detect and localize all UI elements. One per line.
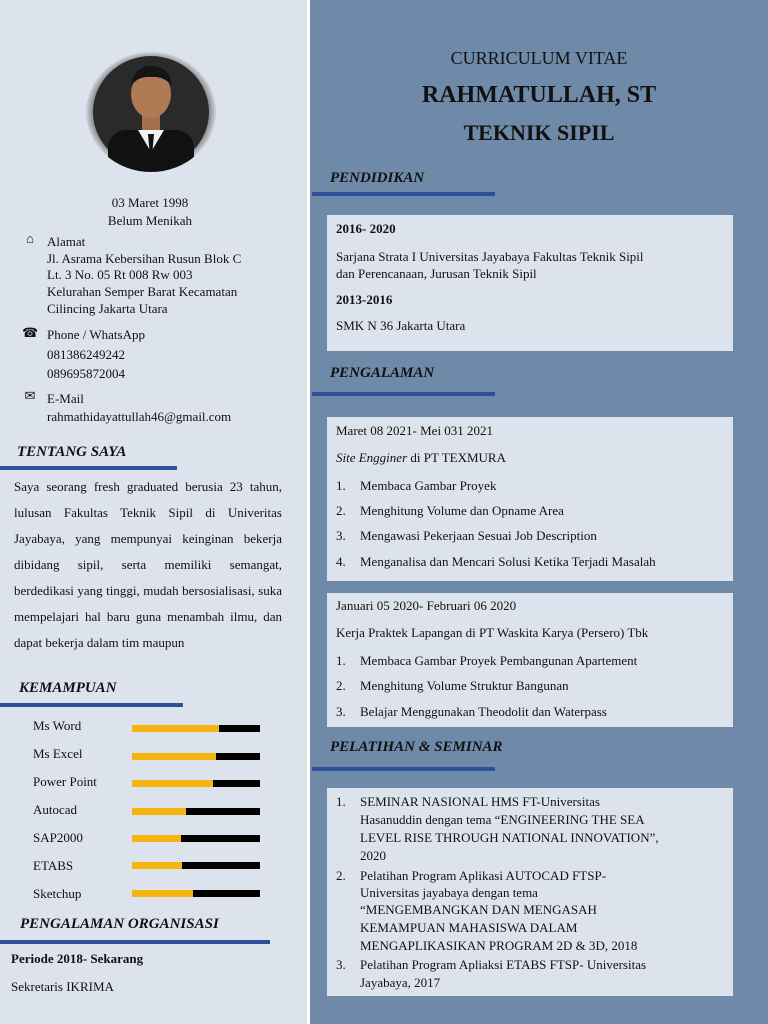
list-number: 2. (336, 868, 346, 883)
skill-bar (132, 862, 260, 869)
education-desc-2: SMK N 36 Jakarta Utara (336, 318, 466, 333)
person-major: TEKNIK SIPIL (463, 120, 615, 145)
training-1-line: SEMINAR NASIONAL HMS FT-Universitas (360, 794, 600, 809)
education-desc-1a: Sarjana Strata I Universitas Jayabaya Fakultas Teknik Sipil (336, 249, 644, 264)
training-1-line: LEVEL RISE THROUGH NATIONAL INNOVATION”, (360, 830, 659, 845)
experience-box-1 (327, 417, 733, 581)
organization-title: PENGALAMAN ORGANISASI (20, 916, 219, 932)
skill-name: Autocad (33, 802, 78, 817)
education-desc-1b: dan Perencanaan, Jurusan Teknik Sipil (336, 266, 537, 281)
training-2-line: Universitas jayabaya dengan tema (360, 885, 538, 900)
experience-underline (312, 392, 495, 396)
skills-title: KEMAMPUAN (19, 680, 117, 696)
skill-bar (132, 725, 260, 732)
list-number: 4. (336, 554, 346, 569)
skill-bar-fill (132, 780, 213, 787)
skill-name: Ms Word (33, 718, 82, 733)
education-title: PENDIDIKAN (330, 170, 425, 186)
training-box (327, 788, 733, 996)
mail-icon: ✉ (24, 388, 36, 403)
skill-bar (132, 890, 260, 897)
training-2-line: “MENGEMBANGKAN DAN MENGASAH (360, 902, 597, 917)
marital-status: Belum Menikah (107, 213, 193, 228)
skill-bar (132, 808, 260, 815)
phone-label: Phone / WhatsApp (47, 327, 145, 342)
training-title: PELATIHAN & SEMINAR (330, 739, 503, 755)
job-1-task: Menghitung Volume dan Opname Area (360, 503, 564, 518)
list-number: 2. (336, 503, 346, 518)
skill-name: Sketchup (33, 886, 82, 901)
training-underline (312, 767, 495, 771)
phone-icon: ☎ (22, 325, 39, 340)
training-1-line: 2020 (360, 848, 386, 863)
skill-bar-fill (132, 862, 182, 869)
skill-bar (132, 753, 260, 760)
education-box (327, 215, 733, 351)
experience-box-2 (327, 593, 733, 727)
address-line-3: Kelurahan Semper Barat Kecamatan (47, 284, 238, 299)
phone-number-1: 081386249242 (47, 347, 125, 362)
job-2-task: Belajar Menggunakan Theodolit dan Waterpass (360, 704, 607, 719)
list-number: 2. (336, 678, 346, 693)
education-year-1: 2016- 2020 (336, 221, 396, 236)
skill-bar-fill (132, 890, 193, 897)
job-2-task: Membaca Gambar Proyek Pembangunan Apartement (360, 653, 638, 668)
training-3-line: Jayabaya, 2017 (360, 975, 441, 990)
address-line-2: Lt. 3 No. 05 Rt 008 Rw 003 (47, 267, 193, 282)
organization-underline (0, 940, 270, 944)
address-line-1: Jl. Asrama Kebersihan Rusun Blok C (47, 251, 242, 266)
training-1-line: Hasanuddin dengan tema “ENGINEERING THE SEA (360, 812, 645, 827)
person-illustration (86, 52, 216, 172)
skill-bar-fill (132, 753, 216, 760)
training-2-line: MENGAPLIKASIKAN PROGRAM 2D & 3D, 2018 (360, 938, 638, 953)
email-address[interactable]: rahmathidayattullah46@gmail.com (47, 409, 232, 424)
skill-bar-fill (132, 725, 219, 732)
experience-title: PENGALAMAN (330, 365, 435, 381)
about-title: TENTANG SAYA (17, 444, 127, 460)
about-underline (0, 466, 177, 470)
skill-name: ETABS (33, 858, 74, 873)
profile-photo (86, 52, 216, 172)
education-year-2: 2013-2016 (336, 292, 393, 307)
organization-period: Periode 2018- Sekarang (11, 951, 144, 966)
training-2-line: Pelatihan Program Aplikasi AUTOCAD FTSP- (360, 868, 607, 883)
skill-name: Power Point (33, 774, 97, 789)
job-2-period: Januari 05 2020- Februari 06 2020 (336, 598, 517, 613)
skill-bar-fill (132, 808, 186, 815)
list-number: 3. (336, 528, 346, 543)
training-2-line: KEMAMPUAN MAHASISWA DALAM (360, 920, 578, 935)
job-1-task: Menganalisa dan Mencari Solusi Ketika Terjadi Masalah (360, 554, 656, 569)
skills-underline (0, 703, 183, 707)
training-3-line: Pelatihan Program Apliaksi ETABS FTSP- Universitas (360, 957, 647, 972)
list-number: 1. (336, 794, 346, 809)
job-2-task: Menghitung Volume Struktur Bangunan (360, 678, 569, 693)
job-1-task: Membaca Gambar Proyek (360, 478, 497, 493)
job-2-role: Kerja Praktek Lapangan di PT Waskita Karya (Persero) Tbk (336, 625, 649, 640)
skill-name: SAP2000 (33, 830, 83, 845)
education-underline (312, 192, 495, 196)
list-number: 3. (336, 957, 346, 972)
job-1-role: Site Engginer (336, 450, 408, 465)
organization-role: Sekretaris IKRIMA (11, 979, 114, 994)
skill-name: Ms Excel (33, 746, 83, 761)
address-label: Alamat (47, 234, 86, 249)
person-name: RAHMATULLAH, ST (421, 82, 657, 108)
about-text: Saya seorang fresh graduated berusia 23 tahun, lulusan Fakultas Teknik Sipil di Univeritas Jayabaya, yang mempunyai keinginan bekerja dibidang sipil, serta memiliki semangat, berdedikasi yang tinggi, mudah bersosialisasi, suka mempelajari hal baru guna menambah ilmu, dan dapat bekerja dalam tim maupun (14, 479, 282, 650)
list-number: 1. (336, 478, 346, 493)
home-icon: ⌂ (26, 231, 34, 246)
list-number: 3. (336, 704, 346, 719)
cv-heading: CURRICULUM VITAE (450, 48, 628, 68)
list-number: 1. (336, 653, 346, 668)
job-1-role-line (336, 450, 506, 466)
job-1-period: Maret 08 2021- Mei 031 2021 (336, 423, 494, 438)
skill-bar (132, 780, 260, 787)
job-1-company: di PT TEXMURA (407, 450, 506, 465)
skill-bar-fill (132, 835, 181, 842)
birth-date: 03 Maret 1998 (111, 195, 189, 210)
job-1-task: Mengawasi Pekerjaan Sesuai Job Description (360, 528, 597, 543)
email-label: E-Mail (47, 391, 84, 406)
skill-bar (132, 835, 260, 842)
phone-number-2: 089695872004 (47, 366, 125, 381)
address-line-4: Cilincing Jakarta Utara (47, 301, 168, 316)
